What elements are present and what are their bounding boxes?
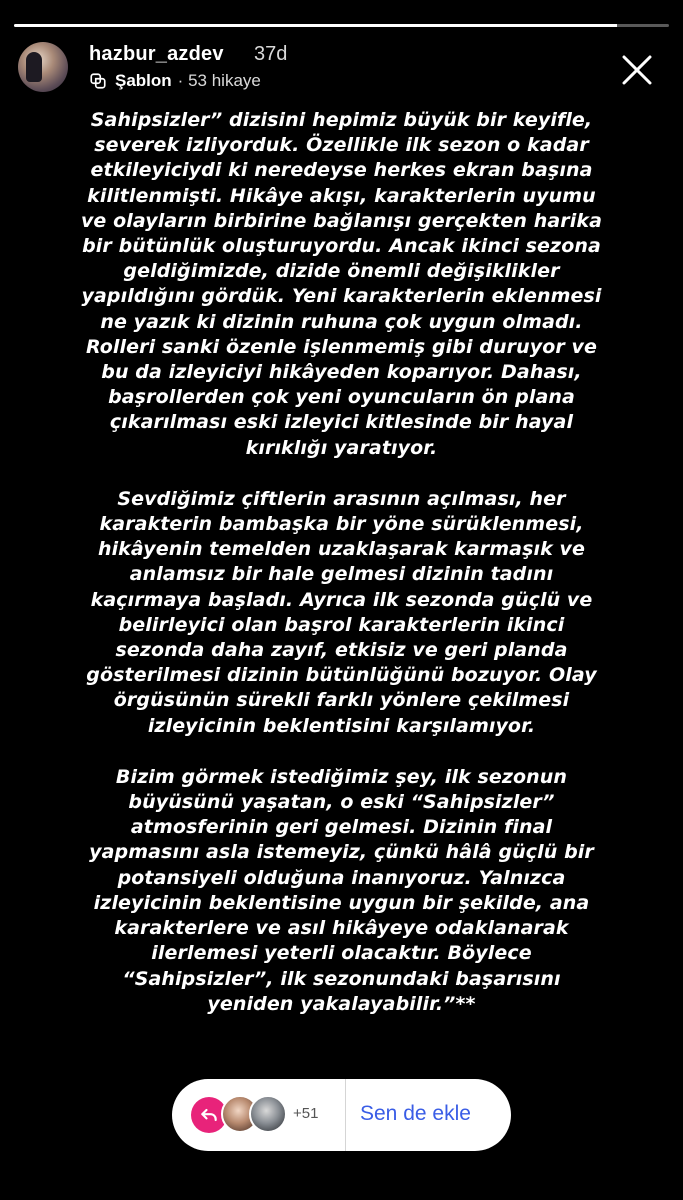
- time-ago: 37d: [254, 43, 288, 65]
- story-header: [18, 40, 669, 100]
- story-count-text: 53 hikaye: [188, 71, 261, 90]
- story-progress-bar: [14, 24, 669, 27]
- divider: [345, 1079, 346, 1151]
- separator: ·: [177, 71, 184, 90]
- participant-avatar: [249, 1095, 287, 1133]
- story-count: [178, 71, 261, 91]
- avatar[interactable]: [18, 42, 68, 92]
- template-row[interactable]: [89, 71, 261, 91]
- story-text: [36, 108, 647, 1043]
- participant-count: +51: [293, 1105, 319, 1122]
- story-progress-fill: [14, 24, 617, 27]
- paragraph-3: Bizim görmek istediğimiz şey, ilk sezonun büyüsünü yaşatan, o eski “Sahipsizler” atmosferinin geri gelmesi. Dizinin final yapmasını asla istemeyiz, çünkü hâlâ güçlü bir potansiyeli olduğuna inanıyoruz. Yalnızca izleyicinin beklentisine uygun bir şekilde, ana karakterlere ve asıl hikâyeye odaklanarak ilerlemesi yeterli olacaktır. Böylece “Sahipsizler”, ilk sezonundaki başarısını yeniden yakalayabilir.”**: [89, 765, 594, 1015]
- template-label: Şablon: [115, 71, 172, 90]
- username[interactable]: hazbur_azdev: [89, 43, 224, 65]
- add-yours-button[interactable]: Sen de ekle: [360, 1102, 471, 1125]
- paragraph-1: Sahipsizler” dizisini hepimiz büyük bir keyifle, severek izliyorduk. Özellikle ilk sezon o kadar etkileyiciydi ki neredeyse herkes ekran başına kilitlenmişti. Hikâye akışı, karakterlerin uyumu ve olayların birbirine bağlanışı gerçekten harika bir bütünlük oluşturuyordu. Ancak ikinci sezona geldiğimizde, dizide önemli değişiklikler yapıldığını gördük. Yeni karakterlerin eklenmesi ne yazık ki dizinin ruhuna çok uygun olmadı. Rolleri sanki özenle işlenmemiş gibi duruyor ve bu da izleyiciyi hikâyeden koparıyor. Dahası, başrollerden çok yeni oyuncuların ön plana çıkarılması eski izleyici kitlesinde bir hayal kırıklığı yaratıyor.: [80, 109, 603, 459]
- close-icon: [621, 54, 653, 86]
- close-button[interactable]: [619, 52, 655, 88]
- add-yours-bar[interactable]: [172, 1079, 511, 1151]
- paragraph-2: Sevdiğimiz çiftlerin arasının açılması, her karakterin bambaşka bir yöne sürüklenmesi, hikâyenin temelden uzaklaşarak karmaşık ve anlamsız bir hale gelmesi dizinin tadını kaçırmaya başladı. Ayrıca ilk sezonda güçlü ve belirleyici olan başrol karakterlerin ikinci sezonda daha zayıf, etkisiz ve geri planda gösterilmesi dizinin bütünlüğünü bozuyor. Olay örgüsünün sürekli farklı yönlere çekilmesi izleyicinin beklentisini karşılamıyor.: [86, 487, 597, 737]
- reply-arrow-icon: [199, 1105, 219, 1125]
- template-icon: [89, 72, 107, 90]
